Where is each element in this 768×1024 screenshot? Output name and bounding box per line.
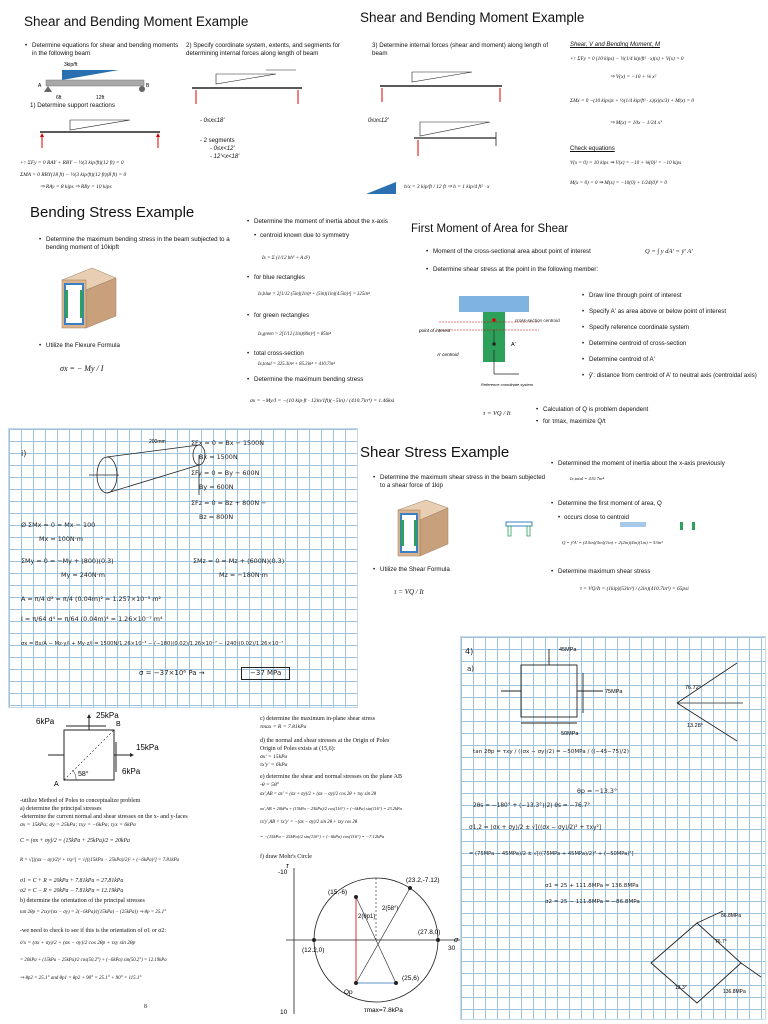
hw-line: ΣFx = 0 = Bx − 1500N (191, 439, 265, 447)
force-25kpa: 25kPa (96, 712, 119, 720)
shear-centroid-bullet: • occurs close to centroid (550, 514, 760, 522)
bending-right-list (246, 218, 406, 242)
step1-bullet: • Determine equations for shear and bending moments in the following beam (24, 42, 184, 58)
span-a: 6ft (56, 95, 62, 100)
fm-step: • Determine centroid of cross-section (581, 340, 766, 348)
hw-r-label: 4) (465, 647, 474, 656)
side-eq-3: ΣMx = 0 −(10 kips)x + ½(1/4 kip/ft² · x)(x)(x/3) + M(x) = 0 (570, 98, 694, 104)
bending-bullet-1: • Determine the maximum bending stress in the beam subjected to a bending moment of 10kipft (38, 236, 233, 252)
plane-line (356, 888, 410, 983)
max-bending-list (246, 376, 406, 386)
hw-line: Mz = −180N·m (219, 571, 268, 579)
hw-line: ΣFz = 0 = Bz + 800N − (191, 499, 267, 507)
fm-tau-eq: τ = VQ / It (483, 410, 511, 417)
handwritten-sheet-left (8, 428, 358, 708)
step2-text: 2) Specify coordinate system, extents, and segments for determining internal forces along length of beam (186, 42, 341, 58)
segment-1: - 0≤x<12' (210, 146, 235, 152)
hw-line: A = π/4 d² = π/4 (0.04m)² = 1.257×10⁻³ m² (21, 595, 161, 603)
mohr-sigma: σ (454, 937, 459, 944)
panel-title-first-moment: First Moment of Area for Shear (411, 223, 569, 235)
pr-line: e) determine the shear and normal stresses on the plane AB (260, 774, 402, 780)
poles-line: σ'x = (σx + σy)/2 + (σx − σy)/2 cos 2θp + τxy sin 2θp (20, 940, 136, 946)
pr-line: σx' = 15kPa (260, 754, 288, 760)
hw-line: σx = Bx/A − Mz·y/I + My·z/I = 1500N/1.26×10⁻³ − (−180)(0.02)/1.26×10⁻⁷ − (240)(0.02)/1.26×10⁻⁷ (21, 641, 284, 647)
total-eq: Ix,total = 325.3in⁴ + 85.3in⁴ = 410.7in⁴ (258, 362, 335, 367)
poles-line: C = (σx + σy)/2 = (15kPa + 25kPa)/2 = 20kPa (20, 838, 130, 844)
hw-r-angle-sketch (657, 653, 757, 753)
poles-line: σ2 = C − R = 20kPa − 7.81kPa = 12.19kPa (20, 888, 124, 894)
reaction-eq-1: +↑ ΣFy = 0 RAY + RBY − ½(3 kip/ft)(12 ft) = 0 (20, 160, 124, 166)
panel-title-2: Shear and Bending Moment Example (360, 10, 585, 25)
fm-list-1 (425, 248, 635, 276)
mohr-xtick-30: 30 (448, 945, 456, 952)
panel-poles-right (260, 712, 460, 862)
panel-poles (20, 712, 260, 1022)
force-6kpa: 6kPa (36, 717, 55, 726)
stress-element-diagram (26, 712, 166, 796)
hw-line: σ = −37×10⁶ Pa → (139, 669, 205, 677)
box-beam-image (52, 266, 122, 332)
pr-line: = −(15kPa − 25kPa)/2 sin(116°) + (−6kPa) cos(116°) = −7.12kPa (260, 834, 385, 839)
panel-shear-bending-2 (360, 0, 768, 200)
hw-dim: 200mm (149, 439, 166, 445)
panel-shear-bending-1 (0, 0, 360, 200)
poles-line: σx = 15kPa; σy = 25kPa; τxy = −6kPa; τyx = 6kPa (20, 822, 136, 828)
green-bullet: • for green rectangles (246, 312, 406, 320)
max-bending-eq: σx = −My/I = −(10 kip·ft · 12in/1ft)(−5in) / (410.7in⁴) = 1.46ksi (250, 398, 395, 404)
hw-r-line: tan 2θp = τxy / ((σx − σy)/2) = −50MPa / ((−45−75)/2) (473, 749, 629, 755)
hw-r-ang1: 76.72° (685, 685, 701, 691)
panel-first-moment (405, 210, 768, 435)
hw-line: Ø ΣMx = 0 = Mx − 100 (21, 521, 96, 529)
mohr-label-ang1: 2(θp1) (358, 914, 376, 920)
pr-line: f) draw Mohr's Circle (260, 854, 312, 860)
fbd-3 (372, 64, 512, 104)
hw-r-line: 2θs = −180° + (−13.3°)(2) θs = −76.7° (473, 803, 591, 809)
shear-beam-image (390, 498, 454, 558)
poles-line: tan 2θp = 2τxy/(σx − σy) = 2(−6kPa)/((15kPa) − (25kPa)) ⇒ θp = 25.1° (20, 910, 167, 915)
fm-max-bullet: • for τmax, maximize Q/t (535, 418, 735, 426)
hw-line: By = 600N (199, 483, 234, 491)
mohr-tau: τ (286, 863, 289, 870)
fm-step: • Specify reference coordinate system (581, 324, 766, 332)
mohr-label-ang2: 2(58°) (382, 906, 399, 912)
mohr-label-p5: (25,6) (402, 975, 419, 982)
fm-step: • Determine centroid of A' (581, 356, 766, 364)
shear-left-list (372, 474, 547, 492)
step1b-label: 1) Determine support reactions (30, 102, 115, 109)
pr-line: τx'y' = 6kPa (260, 762, 288, 768)
fbd-1 (30, 112, 170, 154)
fm-label-poi: point of interest (419, 328, 451, 333)
beam (46, 80, 144, 86)
shear-formula-list (372, 566, 532, 576)
segments-text: - 2 segments (200, 138, 235, 144)
panel-title: Shear and Bending Moment Example (24, 14, 249, 29)
fm-label-aprime-centroid: A' centroid (437, 352, 459, 357)
side-eq-4: ⇒ M(x) = 10x − 1/24 x³ (610, 120, 662, 126)
pr-line: σx',AB = σx' = (σx + σy)/2 + (σx − σy)/2 cos 2θ + τxy sin 2θ (260, 792, 377, 797)
check-eq-1: V(x = 0) = 10 kips ⇒ V(x) = −10 + ⅛(0)² = −10 kips (570, 160, 682, 166)
hw-r-rotated-element (631, 907, 765, 1019)
hw-r-line: σ2 = 25 − 111.8MPa = −86.8MPa (545, 899, 640, 905)
ratio-eq: h/x = 3 kip/ft / 12 ft ⇒ h = 1 kip/4 ft² · x (404, 184, 490, 190)
load-label: 3kip/ft (64, 62, 78, 68)
point-p4 (312, 938, 316, 942)
hw-line: I = π/64 d⁴ = π/64 (0.04m)⁴ = 1.26×10⁻⁷ m⁴ (21, 615, 163, 623)
poles-line: -determine the current normal and shear stresses on the x- and y-faces (20, 814, 188, 820)
check-title: Check equations (570, 146, 615, 152)
hw-r-s-top: 45MPa (559, 647, 577, 653)
hw-r-box1: 86.8MPa (721, 913, 742, 919)
shear-inertia-bullet: • Determined the moment of inertia about the x-axis previously (550, 460, 765, 468)
hw-r-element (491, 643, 651, 743)
hw-r-sub: a) (467, 665, 475, 673)
beam-diagram-1 (34, 58, 154, 100)
range-text: 0≤x≤12' (368, 118, 389, 124)
hw-r-box3: 76.7° (715, 939, 727, 945)
force-15kpa: 15kPa (136, 743, 159, 752)
total-list (246, 350, 406, 360)
flexure-bullet: • Utilize the Flexure Formula (38, 342, 218, 350)
reaction-eq-3: ⇒ RAy = 8 kips ⇒ RBy = 10 kips (40, 184, 112, 190)
fm-label-centroid: cross-section centroid (515, 318, 560, 323)
distributed-load (62, 70, 119, 80)
mohr-label-tmax: τmax=7.8kPa (364, 1007, 403, 1014)
blue-list (246, 274, 406, 284)
fm-step: • ȳ': distance from centroid of A' to neutral axis (centroidal axis) (581, 372, 766, 380)
shear-max-list (550, 568, 750, 578)
shear-formula-eq: τ = VQ / It (394, 588, 424, 596)
t-section-diagram (419, 290, 579, 390)
point-b: B (116, 721, 121, 728)
page-number: 8 (144, 1004, 147, 1010)
extent-text: - 0≤x≤18' (200, 118, 225, 124)
inertia-eq: Ix = Σ (1/12 bh³ + A d²) (262, 256, 310, 261)
panel-bending-stress (0, 198, 405, 420)
shear-q-eq: Q = ȳ'A' = (4.5in)(5in)(1in) + 2(2in)(4in)(1in) = 53in³ (562, 540, 663, 545)
poles-line: b) determine the orientation of the principal stresses (20, 898, 145, 904)
poles-line: -utilize Method of Poles to conceptualize problem (20, 798, 141, 804)
q-sketches (504, 518, 714, 538)
shear-bullet-1: • Determine the maximum shear stress in the beam subjected to a shear force of 1kip (372, 474, 547, 490)
shear-inertia-eq: Ix,total = 410.7in⁴ (570, 476, 605, 481)
side-eq-2: ⇒ V(x) = −10 + ⅛ x² (610, 74, 657, 80)
pin-support (44, 86, 52, 92)
shear-right-list (550, 460, 765, 470)
mohr-ytick-bottom: 10 (280, 1009, 288, 1016)
centroid-bullet: • centroid known due to symmetry (246, 232, 406, 240)
green-list (246, 312, 406, 322)
mohr-label-p2: (23.2,-7.12) (406, 877, 440, 884)
shear-formula-bullet: • Utilize the Shear Formula (372, 566, 532, 574)
hw-r-line: σ1 = 25 + 111.8MPa = 136.8MPa (545, 883, 639, 889)
handwritten-sheet-right (460, 636, 766, 1020)
blue-bullet: • for blue rectangles (246, 274, 406, 282)
side-title: Shear, V and Bending Moment, M (570, 42, 661, 48)
point-a: A (54, 781, 59, 788)
hw-r-box2: 136.8MPa (723, 989, 746, 995)
hw-r-s-right: 75MPa (605, 689, 623, 695)
poles-line: R = √[((σx − σy)/2)² + τxy²] = √[((15kPa − 25kPa)/2)² + (−6kPa)²] = 7.81kPa (20, 858, 180, 863)
mohr-label-origin: Op (344, 989, 353, 996)
reaction-eq-2: ΣMA = 0 RBY(18 ft) − ½(3 kip/ft)(12 ft)(8 ft) = 0 (20, 172, 127, 178)
support-a-label: A (38, 83, 42, 89)
hw-r-line: σ1,2 = (σx + σy)/2 ± √[((σx − σy)/2)² + τxy²] (469, 825, 602, 831)
panel-title-bending: Bending Stress Example (30, 204, 195, 221)
poles-line: a) determine the principal stresses (20, 806, 102, 812)
poles-line: ⇒ θp2 = 25.1° and θp1 = θp2 + 90° = 25.1° + 90° = 115.1° (20, 976, 142, 981)
flexure-list (38, 342, 218, 352)
point-origin (354, 981, 358, 985)
fm-steps-list (581, 292, 766, 382)
hw-line: Mx = 100N·m (39, 535, 83, 543)
span-b: 12ft (96, 95, 105, 100)
hw-line: ΣMy = 0 = −My + (800)(0.3) (21, 557, 114, 565)
hw-line: ΣFy = 0 = By − 600N (191, 469, 260, 477)
pr-line: τx'y',AB = τx'y' = −(σx − σy)/2 sin 2θ + τxy cos 2θ (260, 820, 358, 825)
fm-q-eq: Q = ∫ y dA' = ȳ' A' (645, 248, 693, 255)
hw-line: Bz = 800N (199, 513, 234, 521)
fm-calc-list (535, 406, 735, 428)
angle-58: 58° (78, 771, 89, 778)
shear-max-eq: τ = VQ/It = (1kip)(53in³) / (2in)(410.7in⁴) = 65psi (580, 586, 689, 592)
hw-r-ang2: 13.28° (687, 723, 703, 729)
support-b-label: B (146, 83, 150, 89)
hw-r-line: = (75MPa − 45MPa)/2 ± √[((75MPa + 45MPa)/2)² + (−50MPa)²] (469, 851, 634, 857)
pr-line: c) determine the maximum in-plane shear stress (260, 716, 375, 722)
hw-label: i) (21, 449, 27, 458)
panel-title-shear: Shear Stress Example (360, 444, 510, 461)
mohr-ytick-top: -10 (278, 869, 288, 876)
fbd-2 (186, 66, 306, 108)
poles-line: = 20kPa + (15kPa − 25kPa)/2 cos(50.2°) + (−6kPa) sin(50.2°) = 12.19kPa (20, 958, 167, 963)
fm-step: • Specify A' as area above or below point of interest (581, 308, 766, 316)
shear-q-bullet: • Determine the first moment of area, Q (550, 500, 760, 508)
mohr-label-p1: (15,-6) (328, 889, 348, 896)
point-p3 (436, 938, 440, 942)
fm-label-aprime: A' (511, 342, 516, 348)
point-p2 (408, 886, 412, 890)
poles-line: -we need to check to see if this is the orientation of σ1 or σ2: (20, 928, 167, 934)
green-eq: Ix,green = 2[1/12 (1in)(8in)³] = 85in⁴ (258, 332, 332, 337)
panel-shear-stress (360, 440, 768, 635)
hw-line: Bx = 1500N (199, 453, 238, 461)
hw-line: My = 240N·m (61, 571, 105, 579)
side-eq-1: +↑ ΣFy = 0 (10 kips) − ½(1/4 kip/ft² · x)(x) + V(x) = 0 (570, 56, 684, 62)
bending-list (38, 236, 233, 254)
mohr-label-p3: (27.8,0) (418, 929, 441, 936)
fbd-section (400, 112, 520, 162)
force-6kpa-b: 6kPa (122, 767, 141, 776)
mohr-circle (276, 862, 462, 1022)
fm-calc-bullet: • Calculation of Q is problem dependent (535, 406, 735, 414)
pr-line: d) the normal and shear stresses at the Origin of Poles (260, 738, 390, 744)
hw-r-box4: 13.3° (675, 985, 687, 991)
mohr-label-p4: (12.2,0) (302, 947, 325, 954)
roller-support (139, 86, 145, 92)
segment-2: - 12'<x<18' (210, 154, 240, 160)
shear-max-bullet: • Determine maximum shear stress (550, 568, 750, 576)
point-p5 (394, 981, 398, 985)
blue-eq: Ix,blue = 2[1/12 (5in)(1in)³ + (5in)(1in)(4.5in)²] = 325in⁴ (258, 292, 370, 297)
max-bending-bullet: • Determine the maximum bending stress (246, 376, 406, 384)
pr-line: Origin of Poles exists at (15,6): (260, 746, 336, 752)
pr-line: σx',AB = 20kPa + (15kPa − 25kPa)/2 cos(116°) + (−6kPa) sin(116°) = 23.2kPa (260, 806, 402, 811)
pr-line: τmax = R = 7.81kPa (260, 724, 307, 730)
fm-step: • Draw line through point of interest (581, 292, 766, 300)
check-eq-2: M(x = 0) = 0 ⇒ M(x) = −10(0) + 1/24(0)³ = 0 (570, 180, 667, 186)
hw-r-s-shear: 50MPa (561, 731, 579, 737)
inertia-bullet: • Determine the moment of inertia about the x-axis (246, 218, 406, 226)
total-bullet: • total cross-section (246, 350, 406, 358)
hw-boxed-answer: −37 MPa (241, 667, 290, 680)
hw-line: ΣMz = 0 = Mz + (600N)(0.3) (193, 557, 285, 565)
fm-bullet-1: • Moment of the cross-sectional area about point of interest (425, 248, 635, 256)
step3-text: 3) Determine internal forces (shear and moment) along length of beam (372, 42, 549, 58)
fm-bullet-2: • Determine shear stress at the point in the following member: (425, 266, 635, 274)
point-p1 (354, 895, 358, 899)
pr-line: -θ = 58° (260, 782, 280, 788)
poles-line: σ1 = C + R = 20kPa + 7.81kPa = 27.81kPa (20, 878, 124, 884)
load-triangle (366, 180, 396, 194)
fm-label-ref: Reference coordinate system (481, 382, 534, 387)
hw-r-line: θp = −13.3° (577, 787, 618, 795)
flexure-eq: σx = − My / I (60, 364, 104, 373)
